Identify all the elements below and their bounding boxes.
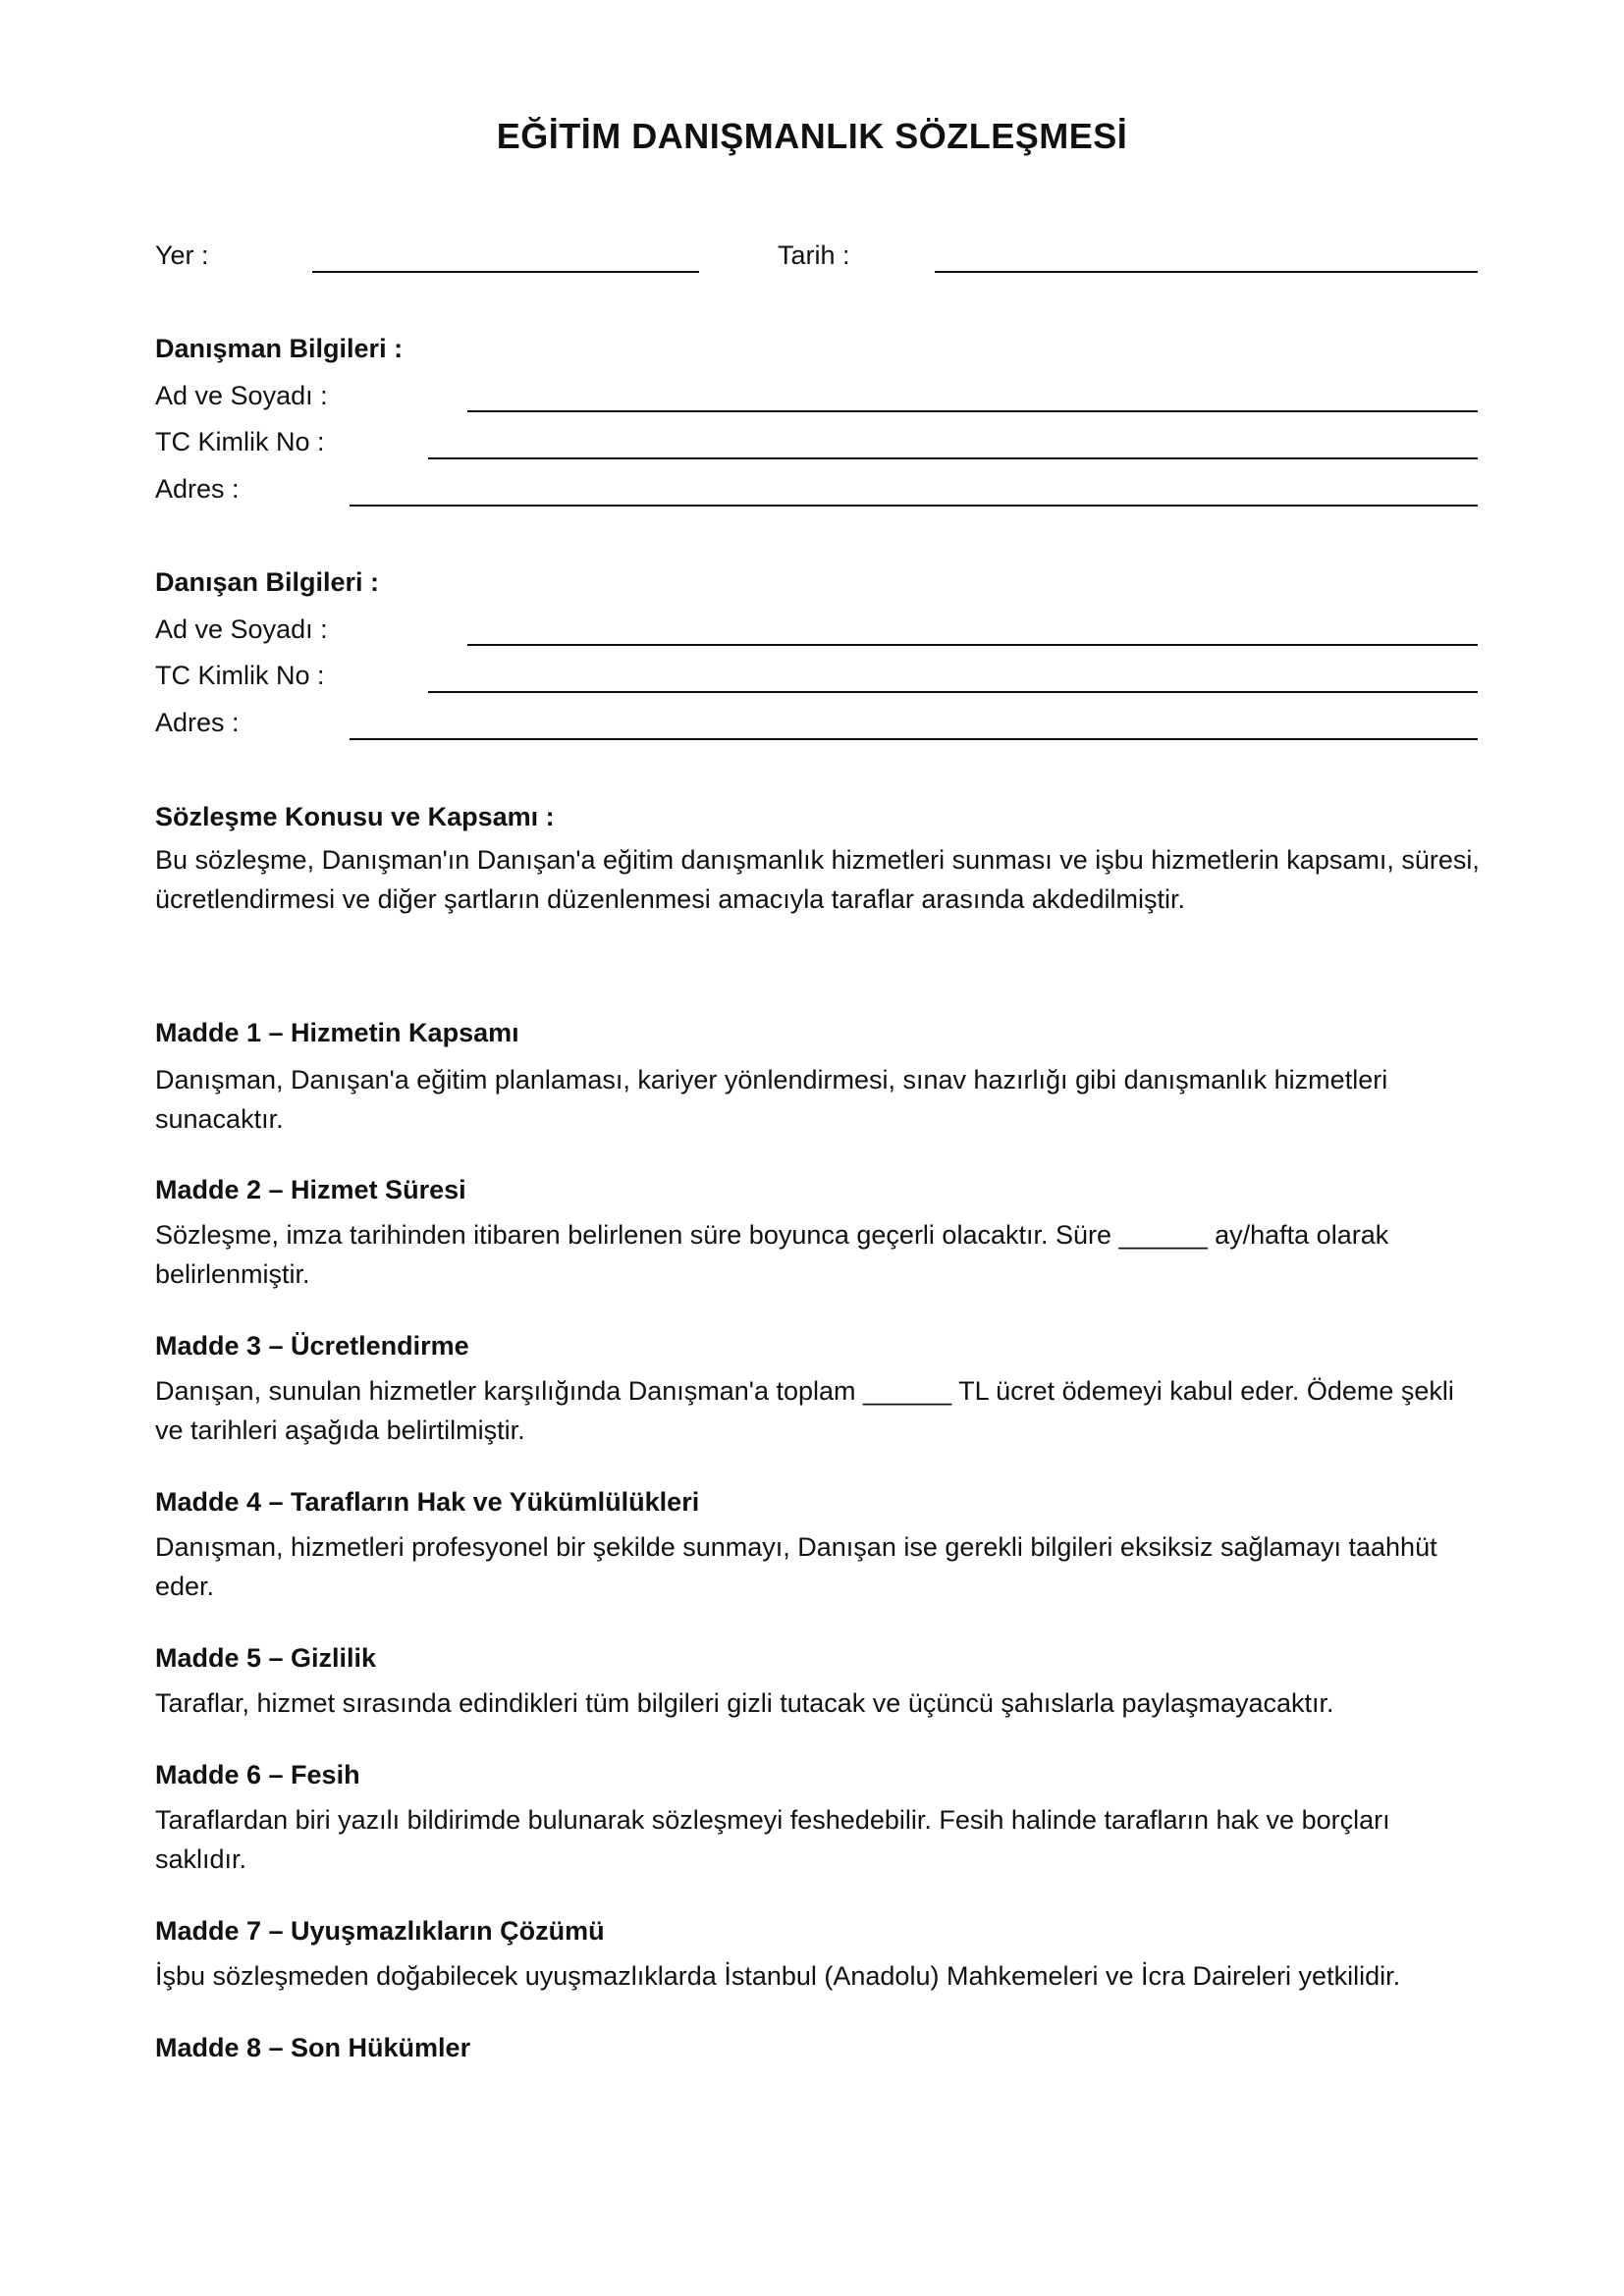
client-name-label: Ad ve Soyadı : [155, 614, 328, 644]
place-field[interactable] [312, 271, 699, 273]
article-2-heading: Madde 2 – Hizmet Süresi [155, 1175, 466, 1204]
client-id-label: TC Kimlik No : [155, 661, 325, 690]
client-name-field[interactable] [467, 644, 1478, 646]
consultant-address-field[interactable] [350, 505, 1478, 507]
article-7-heading: Madde 7 – Uyuşmazlıkların Çözümü [155, 1916, 605, 1946]
article-5-heading: Madde 5 – Gizlilik [155, 1643, 377, 1673]
subject-heading: Sözleşme Konusu ve Kapsamı : [155, 802, 555, 831]
consultant-id-label: TC Kimlik No : [155, 427, 325, 456]
article-6-heading: Madde 6 – Fesih [155, 1760, 360, 1789]
consultant-name-label: Ad ve Soyadı : [155, 381, 328, 410]
subject-body: Bu sözleşme, Danışman'ın Danışan'a eğitim danışmanlık hizmetleri sunması ve işbu hizmetlerin kapsamı, süresi, ücretlendirmesi ve diğer şartların düzenlenmesi amacıyla taraflar arasında akdedilmiştir. [155, 845, 1480, 914]
consultant-name-field[interactable] [467, 410, 1478, 412]
consultant-heading: Danışman Bilgileri : [155, 334, 404, 363]
article-2-body: Sözleşme, imza tarihinden itibaren belirlenen süre boyunca geçerli olacaktır. Süre ______ ay/hafta olarak belirlenmiştir. [155, 1220, 1389, 1289]
consultant-address-label: Adres : [155, 474, 240, 504]
article-1-body: Danışman, Danışan'a eğitim planlaması, kariyer yönlendirmesi, sınav hazırlığı gibi danışmanlık hizmetleri sunacaktır. [155, 1065, 1388, 1134]
date-field[interactable] [935, 271, 1478, 273]
place-label: Yer : [155, 240, 209, 270]
date-label: Tarih : [778, 240, 850, 270]
consultant-id-field[interactable] [428, 457, 1478, 459]
article-3-body: Danışan, sunulan hizmetler karşılığında Danışman'a toplam ______ TL ücret ödemeyi kabul eder. Ödeme şekli ve tarihleri aşağıda belirtilmiştir. [155, 1376, 1454, 1445]
client-heading: Danışan Bilgileri : [155, 567, 380, 597]
article-8-heading: Madde 8 – Son Hükümler [155, 2033, 471, 2062]
client-id-field[interactable] [428, 691, 1478, 693]
document-title: EĞİTİM DANIŞMANLIK SÖZLEŞMESİ [496, 116, 1128, 156]
article-5-body: Taraflar, hizmet sırasında edindikleri tüm bilgileri gizli tutacak ve üçüncü şahıslarla paylaşmayacaktır. [155, 1688, 1334, 1718]
client-address-field[interactable] [350, 738, 1478, 740]
article-6-body: Taraflardan biri yazılı bildirimde bulunarak sözleşmeyi feshedebilir. Fesih halinde tarafların hak ve borçları saklıdır. [155, 1805, 1390, 1874]
article-4-heading: Madde 4 – Tarafların Hak ve Yükümlülükleri [155, 1487, 700, 1517]
article-7-body: İşbu sözleşmeden doğabilecek uyuşmazlıklarda İstanbul (Anadolu) Mahkemeleri ve İcra Daireleri yetkilidir. [155, 1961, 1401, 1991]
client-address-label: Adres : [155, 708, 240, 737]
article-3-heading: Madde 3 – Ücretlendirme [155, 1331, 469, 1361]
article-1-heading: Madde 1 – Hizmetin Kapsamı [155, 1018, 519, 1047]
article-4-body: Danışman, hizmetleri profesyonel bir şekilde sunmayı, Danışan ise gerekli bilgileri eksiksiz sağlamayı taahhüt eder. [155, 1532, 1437, 1601]
